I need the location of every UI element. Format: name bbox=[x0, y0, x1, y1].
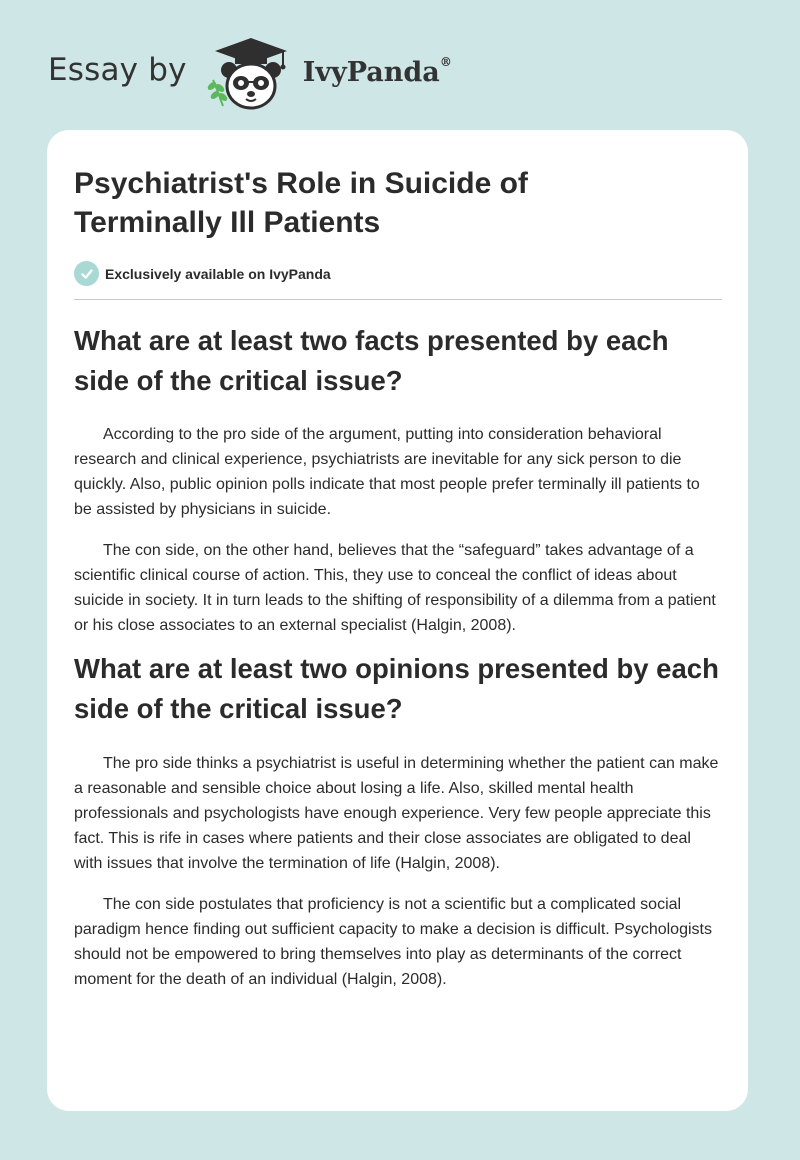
panda-logo-icon[interactable] bbox=[203, 36, 299, 112]
page-title: Psychiatrist's Role in Suicide of Terminally Ill Patients bbox=[74, 167, 528, 239]
site-header bbox=[48, 34, 452, 114]
badge-text: Exclusively available on IvyPanda bbox=[105, 265, 331, 282]
exclusive-badge bbox=[74, 261, 722, 286]
paragraph: According to the pro side of the argument, putting into consideration behavioral research and clinical experience, psychiatrists are inevitable for any sick person to die quickly. Also, public opinion polls indicate that most people prefer terminally ill patients to be assisted by physicians in suicide. bbox=[74, 426, 700, 518]
divider bbox=[74, 299, 722, 300]
section-heading: What are at least two opinions presented by each side of the critical issue? bbox=[74, 653, 719, 724]
paragraph: The con side postulates that proficiency is not a scientific but a complicated social paradigm hence finding out sufficient capacity to make a decision is difficult. Psychologists should not be empowered to bring themselves into play as determinants of the correct moment for the death of an individual (Halgin, 2008). bbox=[74, 896, 712, 988]
brand-name[interactable]: IvyPanda® bbox=[302, 54, 452, 88]
essay-card bbox=[47, 130, 748, 1111]
check-icon bbox=[74, 261, 99, 286]
section-heading: What are at least two facts presented by each side of the critical issue? bbox=[74, 325, 669, 396]
essay-by-label: Essay by bbox=[48, 52, 187, 88]
paragraph: The pro side thinks a psychiatrist is useful in determining whether the patient can make a reasonable and sensible choice about losing a life. Also, skilled mental health professionals and psychologists have enough experience. Very few people appreciate this fact. This is rife in cases where patients and their close associates are obligated to deal with issues that involve the termination of life (Halgin, 2008). bbox=[74, 755, 719, 872]
paragraph: The con side, on the other hand, believes that the “safeguard” takes advantage of a scientific clinical course of action. This, they use to conceal the conflict of ideas about suicide in society. It in turn leads to the shifting of responsibility of a dilemma from a patient or his close associates to an external specialist (Halgin, 2008). bbox=[74, 542, 716, 634]
